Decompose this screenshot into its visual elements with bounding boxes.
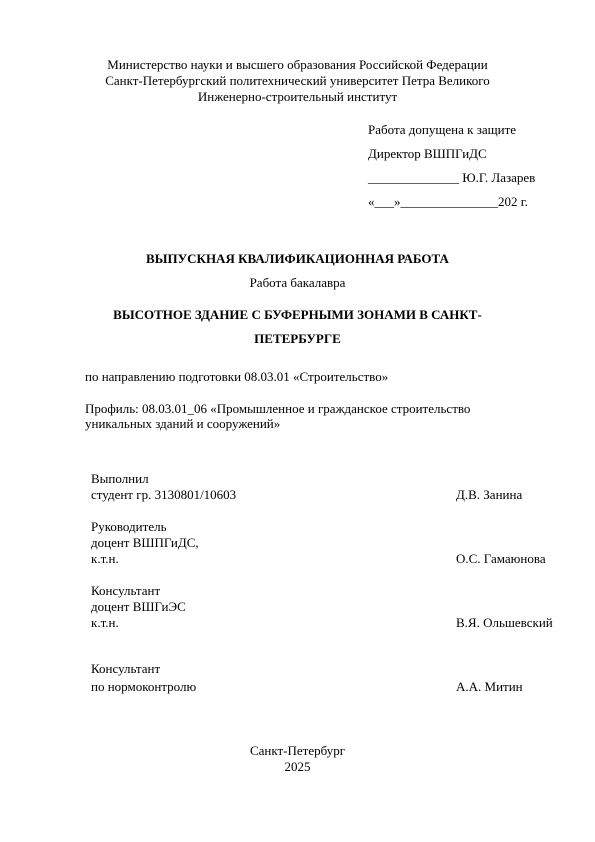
approval-signature: ______________ Ю.Г. Лазарев [368,170,536,185]
footer-year: 2025 [284,759,311,774]
profile-line2: уникальных зданий и сооружений» [85,416,281,431]
university-name: Санкт-Петербургский политехнический университет Петра Великого [105,73,490,88]
signatory-degree: к.т.н. [91,551,119,566]
approval-admitted: Работа допущена к защите [368,122,517,137]
signatory-name: Д.В. Занина [456,487,523,502]
signatory-name: О.С. Гамаюнова [456,551,546,566]
signatory-position: по нормоконтролю [91,679,197,694]
signatory-degree: к.т.н. [91,615,119,630]
ministry-name: Министерство науки и высшего образования Российской Федерации [107,57,488,72]
signatory-name: А.А. Митин [456,679,523,694]
footer-city: Санкт-Петербург [249,743,346,758]
signatory-role: Выполнил [91,471,149,486]
thesis-title-line1: ВЫСОТНОЕ ЗДАНИЕ С БУФЕРНЫМИ ЗОНАМИ В САНКТ- [113,307,482,322]
signatory-position: доцент ВШГиЭС [91,599,186,614]
profile-line1: Профиль: 08.03.01_06 «Промышленное и гражданское строительство [85,401,471,416]
thesis-subtype: Работа бакалавра [249,275,346,290]
thesis-type: ВЫПУСКНАЯ КВАЛИФИКАЦИОННАЯ РАБОТА [146,251,449,266]
signatory-role: Консультант [91,661,161,676]
signatory-position: студент гр. 3130801/10603 [91,487,237,502]
signatory-position: доцент ВШПГиДС, [91,535,199,550]
study-direction: по направлению подготовки 08.03.01 «Строительство» [85,369,389,384]
signatory-role: Руководитель [91,519,167,534]
signatory-name: В.Я. Ольшевский [456,615,553,630]
signatory-role: Консультант [91,583,161,598]
approval-date: «___»_______________202 г. [368,194,528,209]
thesis-title-line2: ПЕТЕРБУРГЕ [254,331,341,346]
approval-director: Директор ВШПГиДС [368,146,487,161]
institute-name: Инженерно-строительный институт [197,89,398,104]
